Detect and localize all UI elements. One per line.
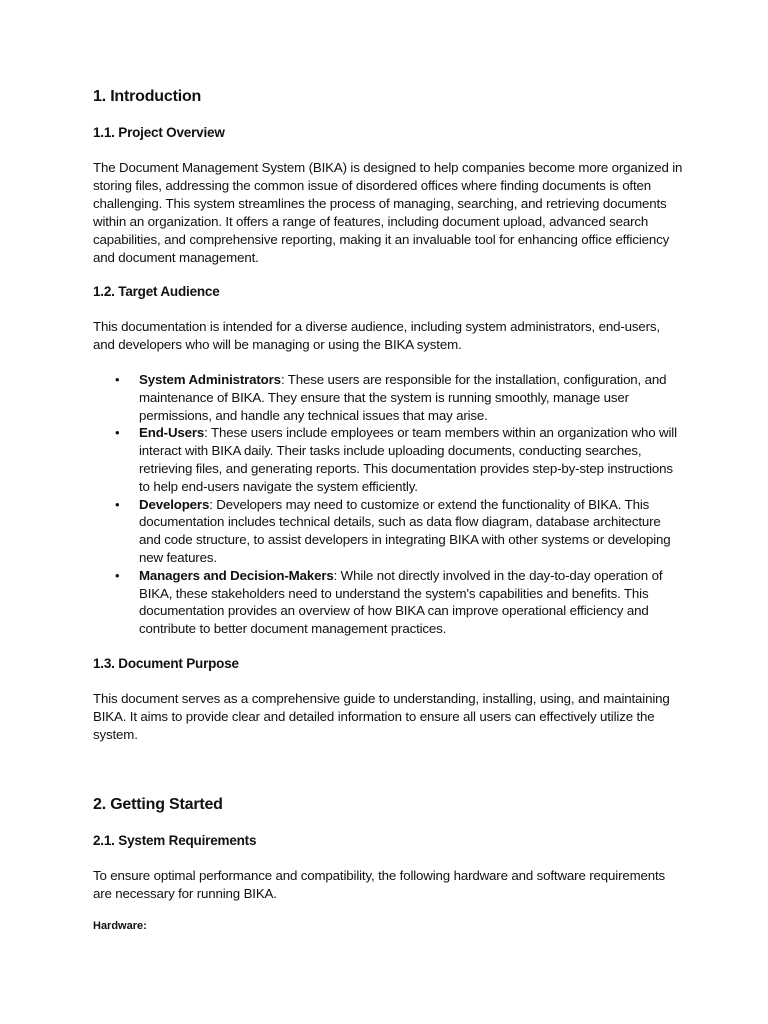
subsection-heading-system-requirements: 2.1. System Requirements — [93, 833, 257, 848]
audience-bullet-list — [93, 371, 683, 638]
list-item — [93, 424, 683, 495]
bullet-term: Developers — [139, 496, 210, 512]
list-item — [93, 567, 683, 638]
hardware-label: Hardware: — [93, 920, 147, 932]
paragraph-system-requirements: To ensure optimal performance and compatibility, the following hardware and software requirements are necessary for running BIKA. — [93, 868, 666, 901]
bullet-term: End-Users — [139, 425, 205, 441]
bullet-icon: • — [115, 425, 120, 441]
bullet-text: : These users are responsible for the installation, configuration, and maintenance of BIKA. They ensure that the system is running smoothly, manage user permissions, and handle any technical issues that may arise. — [139, 372, 667, 423]
bullet-text: : These users include employees or team members within an organization who will interact with BIKA daily. Their tasks include uploading documents, conducting searches, retrieving files, and generating reports. This documentation provides step-by-step instructions to help end-users navigate the system efficiently. — [139, 425, 677, 494]
list-item — [93, 496, 683, 567]
bullet-text: : While not directly involved in the day-to-day operation of BIKA, these stakeholders need to understand the system's capabilities and benefits. This documentation provides an overview of how BIKA can improve operational efficiency and contribute to better document management practices. — [139, 567, 663, 637]
bullet-icon: • — [115, 372, 120, 387]
subsection-heading-document-purpose: 1.3. Document Purpose — [93, 656, 239, 671]
bullet-term: Managers and Decision-Makers — [139, 567, 334, 583]
bullet-icon: • — [115, 496, 120, 512]
bullet-term: System Administrators — [139, 372, 281, 387]
section-heading-introduction: 1. Introduction — [93, 88, 202, 105]
list-item — [93, 371, 683, 424]
bullet-text: : Developers may need to customize or extend the functionality of BIKA. This documentation includes technical details, such as data flow diagram, database architecture and code structure, to assist developers in integrating BIKA with other systems or developing new features. — [139, 496, 671, 565]
subsection-heading-target-audience: 1.2. Target Audience — [93, 284, 220, 299]
subsection-heading-project-overview: 1.1. Project Overview — [93, 125, 225, 140]
section-heading-getting-started: 2. Getting Started — [93, 796, 223, 813]
paragraph-target-audience-intro: This documentation is intended for a diverse audience, including system administrators, end-users, and developers who will be managing or using the BIKA system. — [93, 319, 660, 352]
paragraph-document-purpose: This document serves as a comprehensive guide to understanding, installing, using, and maintaining BIKA. It aims to provide clear and detailed information to ensure all users can effectively utilize the system. — [93, 691, 670, 742]
paragraph-project-overview: The Document Management System (BIKA) is designed to help companies become more organized in storing files, addressing the common issue of disordered offices where finding documents is often challenging. This system streamlines the process of managing, searching, and retrieving documents within an organization. It offers a range of features, including document upload, advanced search capabilities, and comprehensive reporting, making it an invaluable tool for enhancing office efficiency and document management. — [93, 160, 683, 265]
bullet-icon: • — [115, 567, 120, 583]
